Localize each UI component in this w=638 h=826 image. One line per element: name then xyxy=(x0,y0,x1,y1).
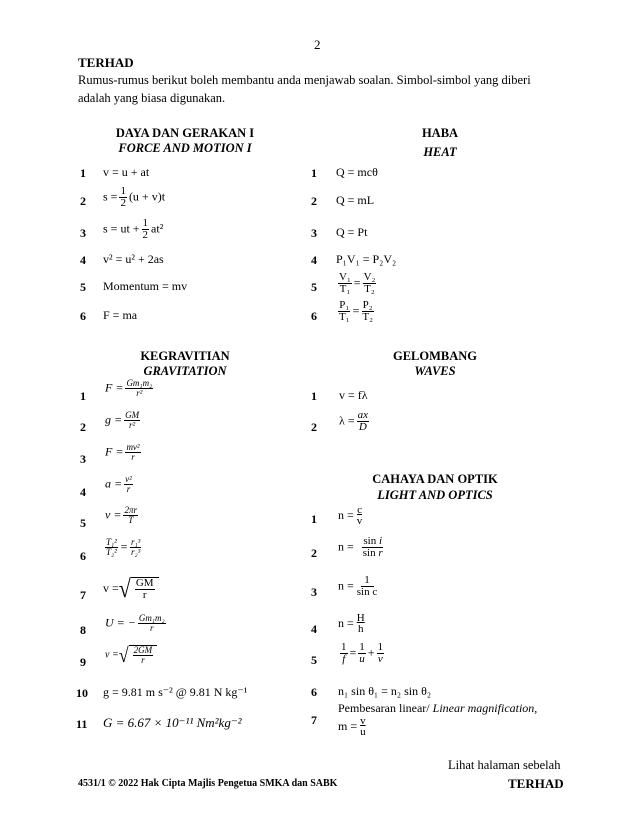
section-subtitle-gravitation: GRAVITATION xyxy=(143,364,227,378)
formula-grav-7: v = √ $\frac{GM}{r}$ xyxy=(103,577,159,601)
next-page-note: Lihat halaman sebelah xyxy=(448,758,561,772)
formula-fm-6: F = ma xyxy=(103,308,138,322)
grav-num-1: 1 xyxy=(80,389,86,403)
heat-num-1: 1 xyxy=(311,166,317,180)
formula-lo-4: n = $\frac{H}{h}$ xyxy=(338,612,365,635)
lo-num-7: 7 xyxy=(311,713,317,727)
formula-grav-6: $\frac{\text{T₁²}}{\text{T₂²}}$ = $\frac{\text{r₁³}}{\text{r₂³}}$ xyxy=(106,537,141,557)
formula-lo-1: n = $\frac{c}{v}$ xyxy=(338,504,363,527)
formula-grav-3: F = $\frac{\text{mv²}}{r}$ xyxy=(105,442,140,462)
formula-heat-4: P₁V₁ = P₂V₂ xyxy=(336,252,397,266)
section-subtitle-force-motion: FORCE AND MOTION I xyxy=(118,141,252,155)
fm-num-5: 5 xyxy=(80,280,86,294)
formula-grav-8: U = − $\frac{\text{Gm₁m₂}}{r}$ xyxy=(105,613,165,633)
grav-num-5: 5 xyxy=(80,516,86,530)
formula-grav-2: g = $\frac{GM}{\text{r²}}$ xyxy=(105,410,140,430)
waves-num-1: 1 xyxy=(311,389,317,403)
formula-lo-3: n = $\frac{1}{\text{sin c}}$ xyxy=(338,574,378,598)
heat-num-3: 3 xyxy=(311,226,317,240)
formula-heat-6: $\frac{\text{P₁}}{\text{T₁}}$ = $\frac{\text{P₂}}{\text{T₂}}$ xyxy=(339,299,373,323)
page-number: 2 xyxy=(314,37,321,52)
formula-grav-1: F = $\frac{\text{Gm₁m₂}}{\text{r²}}$ xyxy=(105,378,153,398)
section-subtitle-heat: HEAT xyxy=(423,145,457,159)
heat-num-2: 2 xyxy=(311,194,317,208)
section-title-light-optics: CAHAYA DAN OPTIK xyxy=(372,472,498,486)
intro-line-1: Rumus-rumus berikut boleh membantu anda menjawab soalan. Simbol-simbol yang diberi xyxy=(78,73,531,87)
formula-grav-11: G = 6.67 × 10⁻¹¹ Nm²kg⁻² xyxy=(103,715,242,730)
formula-lo-6: n₁ sin θ₁ = n₂ sin θ₂ xyxy=(338,684,432,698)
footer-label: TERHAD xyxy=(508,776,564,791)
copyright: 4531/1 © 2022 Hak Cipta Majlis Pengetua SMKA dan SABK xyxy=(78,778,338,789)
lo-num-6: 6 xyxy=(311,685,317,699)
formula-grav-10: g = 9.81 m s⁻² @ 9.81 N kg⁻¹ xyxy=(103,685,248,699)
fm-num-1: 1 xyxy=(80,166,86,180)
formula-heat-1: Q = mcθ xyxy=(336,165,378,179)
section-subtitle-waves: WAVES xyxy=(414,364,456,378)
heat-num-4: 4 xyxy=(311,253,317,267)
grav-num-2: 2 xyxy=(80,420,86,434)
formula-lo-2: n = $\frac{\text{sin i}}{\text{sin r}}$ xyxy=(338,535,383,559)
grav-num-8: 8 xyxy=(80,623,86,637)
waves-num-2: 2 xyxy=(311,420,317,434)
formula-grav-5: v = $\frac{2\pi r}{T}$ xyxy=(105,505,137,525)
grav-num-3: 3 xyxy=(80,452,86,466)
lo-num-3: 3 xyxy=(311,585,317,599)
heat-num-6: 6 xyxy=(311,309,317,323)
formula-lo-5: $\frac{1}{f}$ = $\frac{1}{u}$ + $\frac{1}{v}$ xyxy=(341,641,384,665)
fm-num-6: 6 xyxy=(80,309,86,323)
section-title-gravitation: KEGRAVITIAN xyxy=(140,349,230,363)
formula-fm-2: s = $\frac{1}{2}$ (u + v)t xyxy=(103,185,166,209)
formula-fm-1: v = u + at xyxy=(103,165,150,179)
section-subtitle-light-optics: LIGHT AND OPTICS xyxy=(377,488,493,502)
formula-waves-1: v = fλ xyxy=(339,388,368,402)
formula-fm-3: s = ut + $\frac{1}{2}$ at² xyxy=(103,217,164,241)
section-title-waves: GELOMBANG xyxy=(392,349,478,363)
formula-heat-5: $\frac{\text{V₁}}{\text{T₁}}$ = $\frac{\text{V₂}}{\text{T₂}}$ xyxy=(339,271,376,295)
lo-num-4: 4 xyxy=(311,622,317,636)
section-title-heat: HABA xyxy=(421,126,459,140)
fm-num-3: 3 xyxy=(80,226,86,240)
grav-num-6: 6 xyxy=(80,549,86,563)
formula-fm-5: Momentum = mv xyxy=(103,279,188,293)
formula-heat-3: Q = Pt xyxy=(336,225,368,239)
grav-num-4: 4 xyxy=(80,485,86,499)
lo-num-2: 2 xyxy=(311,546,317,560)
heat-num-5: 5 xyxy=(311,280,317,294)
formula-grav-9: v = √ $\frac{2GM}{r}$ xyxy=(105,645,157,665)
header-label: TERHAD xyxy=(78,55,134,70)
formula-fm-4: v² = u² + 2as xyxy=(103,252,164,266)
fm-num-2: 2 xyxy=(80,194,86,208)
formula-waves-2: λ = $\frac{ax}{D}$ xyxy=(339,409,368,433)
grav-num-7: 7 xyxy=(80,588,86,602)
formula-lo-7: m = $\frac{v}{u}$ xyxy=(338,715,366,738)
lo-num-5: 5 xyxy=(311,653,317,667)
intro-line-2: adalah yang biasa digunakan. xyxy=(78,91,226,105)
fm-num-4: 4 xyxy=(80,253,86,267)
grav-num-10: 10 xyxy=(76,686,88,700)
grav-num-9: 9 xyxy=(80,655,86,669)
section-title-force-motion: DAYA DAN GERAKAN I xyxy=(115,126,255,140)
formula-heat-2: Q = mL xyxy=(336,193,375,207)
grav-num-11: 11 xyxy=(76,717,88,731)
formula-grav-4: a = $\frac{\text{v²}}{r}$ xyxy=(105,474,132,494)
formula-lo-7-text: Pembesaran linear/ Linear magnification, xyxy=(338,701,538,715)
lo-num-1: 1 xyxy=(311,512,317,526)
